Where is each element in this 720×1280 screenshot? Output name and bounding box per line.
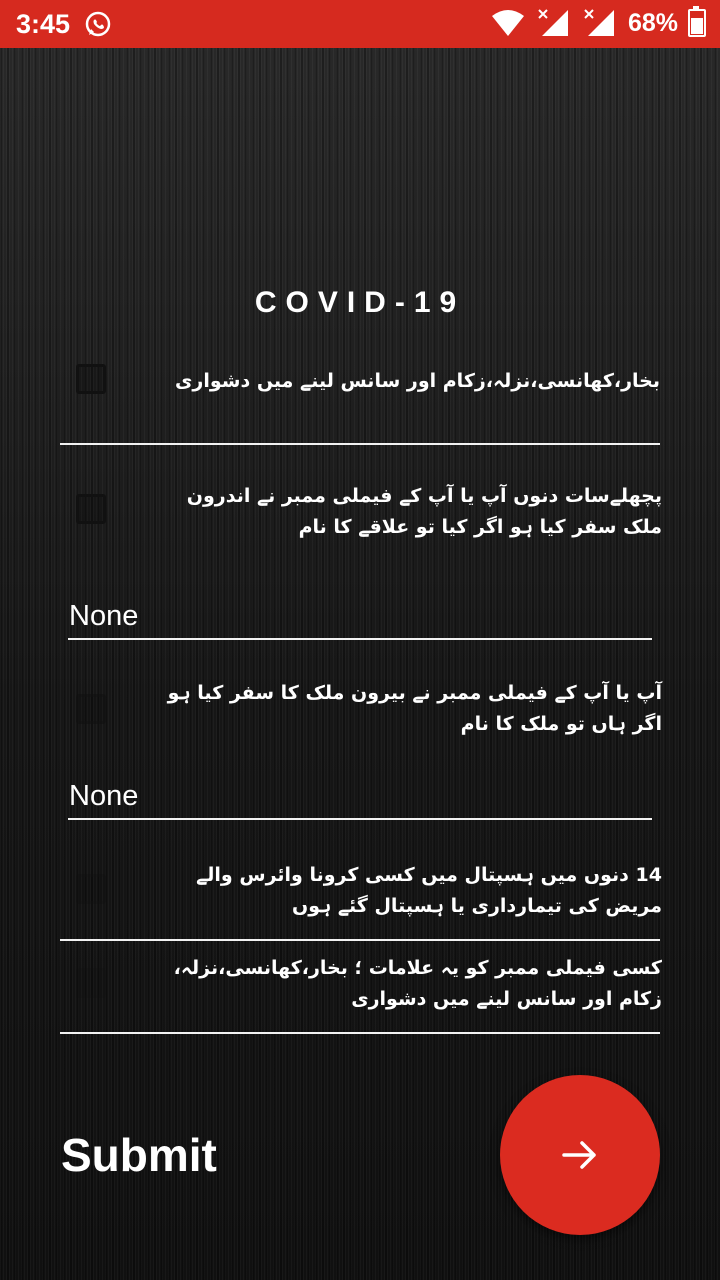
wifi-icon <box>490 8 526 38</box>
question-2-text: پچھلےسات دنوں آپ یا آپ کے فیملی ممبر نے اندرون ملک سفر کیا ہو اگر کیا تو علاقے کا نام <box>186 485 662 538</box>
divider <box>60 939 660 941</box>
divider <box>60 1032 660 1034</box>
status-bar <box>0 0 720 48</box>
signal-icon <box>582 8 618 38</box>
question-1-text: بخار،کھانسی،نزلہ،زکام اور سانس لینے میں دشواری <box>175 370 660 392</box>
checkbox-q3[interactable] <box>76 694 106 724</box>
whatsapp-icon <box>84 10 112 38</box>
battery-percent: 68% <box>627 8 678 37</box>
page-title: COVID-19 <box>254 286 466 319</box>
checkbox-q2[interactable] <box>76 494 106 524</box>
status-icons <box>490 8 706 38</box>
checkbox-q5[interactable] <box>76 968 106 998</box>
domestic-travel-area-input[interactable]: None <box>68 596 652 640</box>
international-travel-country-input[interactable]: None <box>68 776 652 820</box>
status-time: 3:45 <box>16 9 71 39</box>
question-5-text: کسی فیملی ممبر کو یہ علامات ؛ بخار،کھانسی،نزلہ، زکام اور سانس لینے میں دشواری <box>173 957 662 1010</box>
submit-button[interactable] <box>500 1075 660 1235</box>
arrow-right-icon <box>560 1135 600 1175</box>
question-3-text: آپ یا آپ کے فیملی ممبر نے بیرون ملک کا سفر کیا ہو اگر ہاں تو ملک کا نام <box>167 682 662 735</box>
signal-icon <box>536 8 572 38</box>
divider <box>60 443 660 445</box>
battery-icon <box>688 9 706 37</box>
submit-label: Submit <box>61 1129 217 1181</box>
question-4-text: 14 دنوں میں ہسپتال میں کسی کرونا وائرس والے مریض کی تیمارداری یا ہسپتال گئے ہوں <box>196 864 662 917</box>
checkbox-q4[interactable] <box>76 874 106 904</box>
checkbox-q1[interactable] <box>76 364 106 394</box>
